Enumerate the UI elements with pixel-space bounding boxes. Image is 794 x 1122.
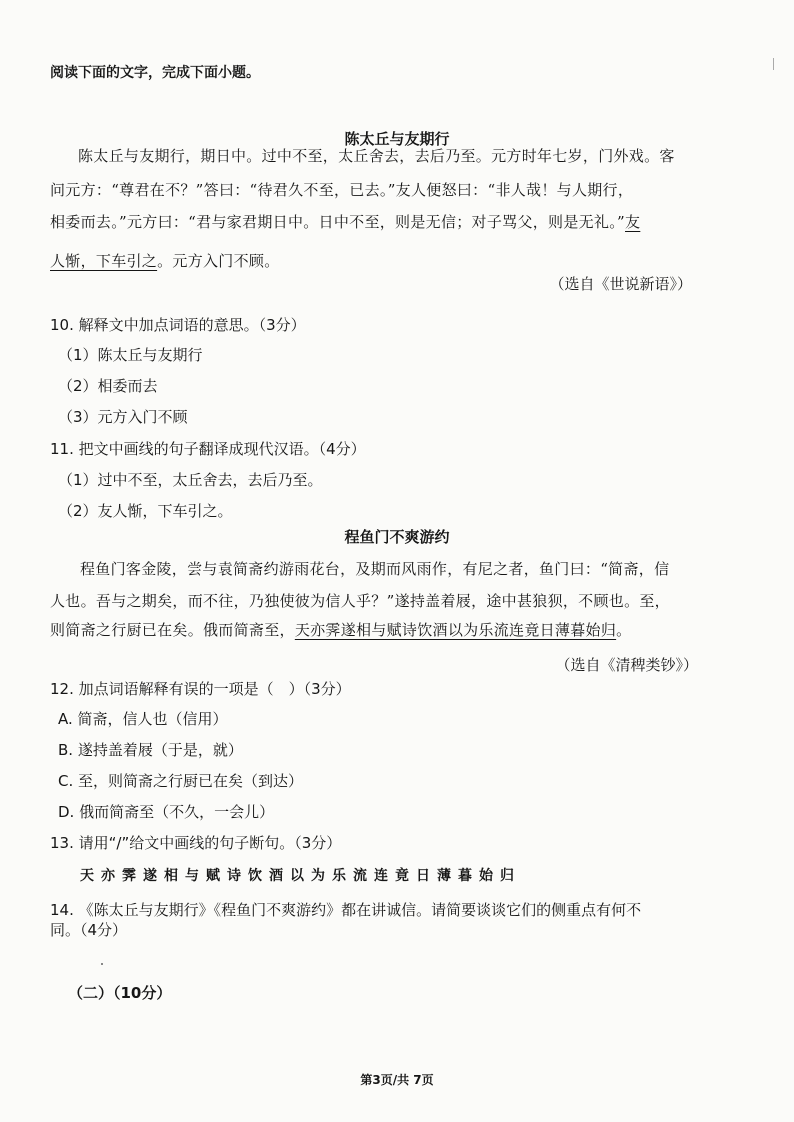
passage1-line-1: 陈太丘与友期行，期日中。过中不至，太丘舍去，去后乃至。元方时年七岁，门外戏。客 — [78, 147, 675, 165]
question-10-item-3: （3）元方入门不顾 — [58, 408, 188, 426]
underlined-sentence-start: 友 — [625, 213, 641, 231]
passage2-line-3-tail: 。 — [616, 621, 632, 639]
question-14-line-2: 同。（4分） — [50, 921, 128, 939]
underlined-sentence-2: 天亦霁遂相与赋诗饮酒以为乐流连竟日薄暮始归 — [294, 621, 617, 639]
passage1-line-2: 问元方：“尊君在不？”答曰：“待君久不至，已去。”友人便怒曰：“非人哉！与人期行， — [50, 181, 634, 199]
question-13-stem: 13. 请用“/”给文中画线的句子断句。（3分） — [50, 834, 342, 852]
question-11-item-1: （1）过中不至，太丘舍去，去后乃至。 — [58, 471, 323, 489]
question-10-item-1: （1）陈太丘与友期行 — [58, 346, 203, 364]
question-11-item-2: （2）友人惭，下车引之。 — [58, 502, 233, 520]
question-13-sentence: 天亦霁遂相与赋诗饮酒以为乐流连竟日薄暮始归 — [80, 868, 521, 884]
question-14-line-1: 14. 《陈太丘与友期行》《程鱼门不爽游约》都在讲诚信。请简要谈谈它们的侧重点有何不 — [50, 901, 642, 919]
passage2-line-1: 程鱼门客金陵，尝与袁简斋约游雨花台，及期而风雨作，有尼之者，鱼门曰：“简斋，信 — [80, 560, 670, 578]
passage2-line-2: 人也。吾与之期矣，而不往，乃独使彼为信人乎？”遂持盖着屐，途中甚狼狈，不顾也。至， — [50, 592, 670, 610]
page-number: 第3页/共 7页 — [360, 1073, 434, 1087]
question-10-item-2: （2）相委而去 — [58, 377, 158, 395]
passage1-line-4-tail: 。元方入门不顾。 — [157, 252, 280, 270]
passage1-line-4 — [50, 252, 280, 270]
passage1-source: （选自《世说新语》） — [549, 275, 692, 293]
stray-mark — [101, 963, 103, 965]
passage2-title: 程鱼门不爽游约 — [344, 528, 450, 546]
passage1-line-3 — [50, 213, 640, 231]
passage2-source: （选自《清稗类钞》） — [555, 656, 698, 674]
question-10-stem: 10. 解释文中加点词语的意思。（3分） — [50, 316, 306, 334]
section-2-heading: （二）（10分） — [68, 984, 172, 1002]
passage1-title: 陈太丘与友期行 — [344, 130, 450, 148]
question-12-stem: 12. 加点词语解释有误的一项是（ ）（3分） — [50, 680, 351, 698]
reading-instruction: 阅读下面的文字，完成下面小题。 — [50, 65, 260, 81]
question-12-option-c: C. 至，则简斋之行厨已在矣（到达） — [58, 772, 304, 790]
underlined-sentence: 人惭，下车引之 — [50, 252, 158, 270]
page-corner-mark — [773, 58, 780, 70]
passage2-line-3-head: 则简斋之行厨已在矣。俄而简斋至， — [50, 621, 295, 639]
question-11-stem: 11. 把文中画线的句子翻译成现代汉语。（4分） — [50, 440, 366, 458]
question-12-option-b: B. 遂持盖着屐（于是，就） — [58, 741, 243, 759]
passage1-line-3-text: 相委而去。”元方曰：“君与家君期日中。日中不至，则是无信；对子骂父，则是无礼。” — [50, 213, 626, 231]
passage2-line-3 — [50, 621, 631, 639]
question-12-option-d: D. 俄而简斋至（不久，一会儿） — [58, 803, 275, 821]
question-12-option-a: A. 简斋，信人也（信用） — [58, 710, 228, 728]
